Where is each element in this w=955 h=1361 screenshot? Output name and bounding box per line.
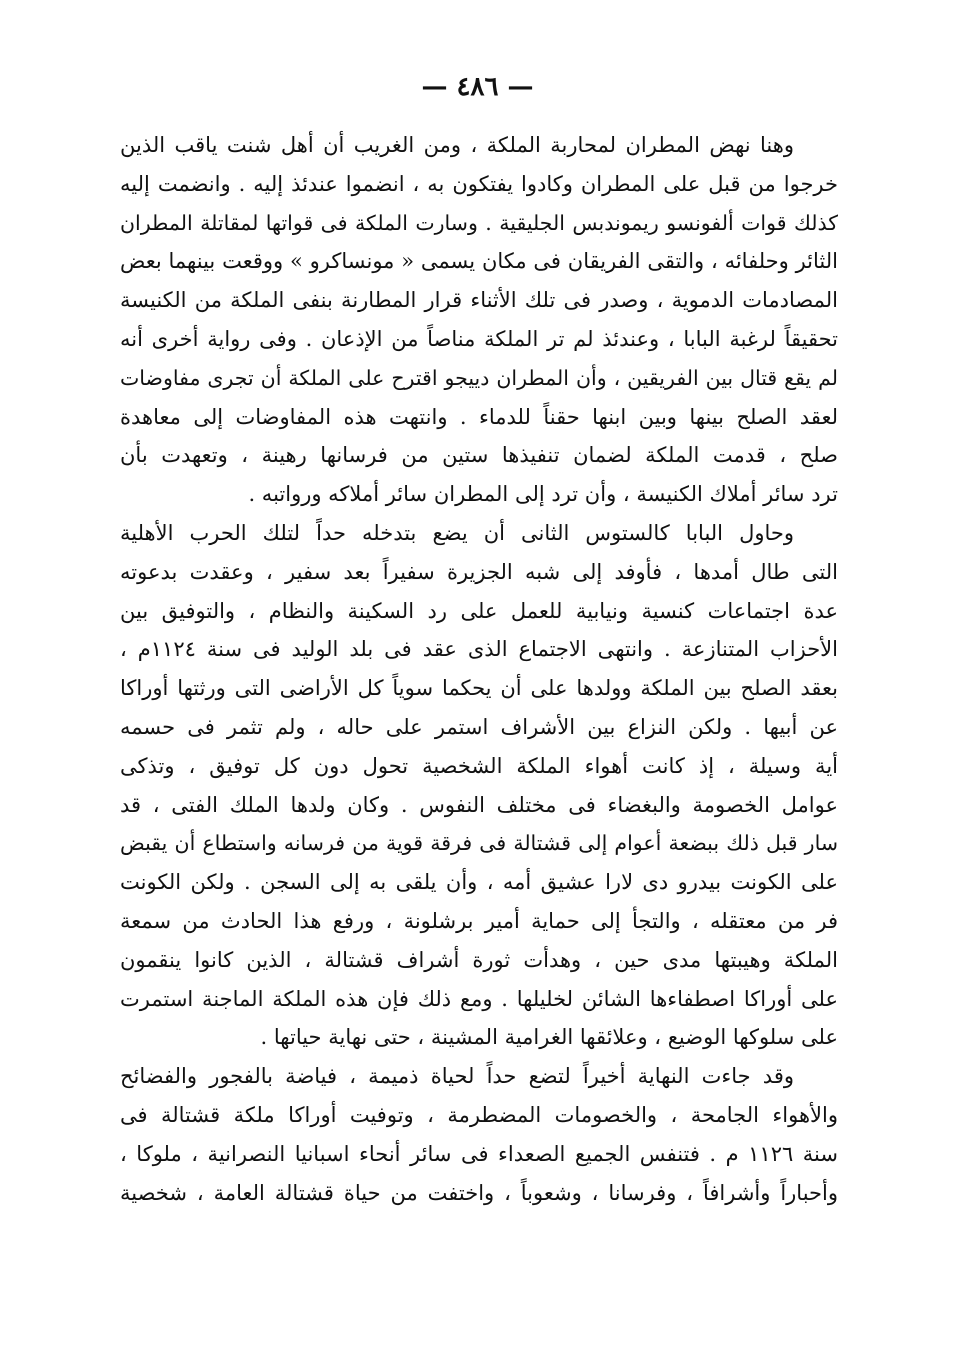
text-line: على سلوكها الوضيع ، وعلائقها الغرامية المشينة ، حتى نهاية حياتها . <box>260 1025 838 1050</box>
text-line: صلح ، قدمت الملكة لضمان تنفيذها ستين من فرسانها رهينة ، وتعهدت بأن <box>120 443 838 468</box>
text-line: المصادمات الدموية ، وصدر فى تلك الأثناء قرار المطارنة بنفى الملكة من الكنيسة <box>120 288 838 313</box>
text-line: لعقد الصلح بينها وبين ابنها حقناً للدماء . وانتهت هذه المفاوضات إلى معاهدة <box>120 404 838 429</box>
text-line: عن أبيها . ولكن النزاع بين الأشراف استمر على حاله ، ولم تثمر فى حسمه <box>120 714 838 739</box>
text-line: عدة اجتماعات كنسية ونيابية للعمل على رد السكينة والنظام ، والتوفيق بين <box>120 598 838 623</box>
text-line: وقد جاءت النهاية أخيراً لتضع حداً لحياة ذميمة ، فياضة بالفجور والفضائح <box>120 1064 794 1089</box>
paragraph-3 <box>120 1057 838 1212</box>
paragraph-2 <box>120 514 838 1057</box>
text-line: سار قبل ذلك ببضعة أعوام إلى قشتالة فى فرقة قوية من فرسانه واستطاع أن يقبض <box>120 831 838 856</box>
text-line: والأهواء الجامحة ، والخصومات المضطرمة ، وتوفيت أوراكا ملكة قشتالة فى <box>120 1102 838 1127</box>
text-line: أية وسيلة ، إذ كانت أهواء الملكة الشخصية تحول دون كل توفيق ، وتذكى <box>120 753 838 778</box>
text-line: خرجوا من قبل على المطران وكادوا يفتكون به ، انضموا عندئذ إليه . وانضمت إليه <box>120 171 838 196</box>
body-text <box>120 126 838 1212</box>
text-line: على الكونت بيدرو دى لارا عشيق أمه ، وأن يلقى به إلى السجن . ولكن الكونت <box>120 870 838 895</box>
text-line: فر من معتقله ، والتجأ إلى حماية أمير برشلونة ، ورفع هذا الحادث من سمعة <box>120 908 838 933</box>
text-line: الأحزاب المتنازعة . وانتهى الاجتماع الذى عقد فى بلد الوليد فى سنة ١١٢٤م ، <box>120 637 838 662</box>
text-line: وأحباراً وأشرافاً ، وفرسانا ، وشعوباً ، واختفت من حياة قشتالة العامة ، شخصية <box>120 1180 838 1205</box>
text-line: التى طال أمدها ، فأوفد إلى شبه الجزيرة سفيراً بعد سفير ، وعقدت بدعوته <box>120 559 838 584</box>
text-line: ترد سائر أملاك الكنيسة ، وأن ترد إلى المطران سائر أملاكه ورواتبه . <box>248 482 838 507</box>
paragraph-1 <box>120 126 838 514</box>
text-line: الثائر وحلفائه ، والتقى الفريقان فى مكان يسمى « مونساكرو » ووقعت بينهما بعض <box>120 249 838 274</box>
page-number: — ٤٨٦ — <box>421 72 534 102</box>
text-line: بعقد الصلح بين الملكة وولدها على أن يحكما سوياً كل الأراضى التى ورثتها أوراكا <box>120 676 838 701</box>
text-line: تحقيقاً لرغبة البابا ، وعندئذ لم تر الملكة مناصاً من الإذعان . وفى رواية أخرى أنه <box>120 326 838 351</box>
text-line: عوامل الخصومة والبغضاء فى مختلف النفوس . وكان ولدها الملك الفتى ، قد <box>120 792 838 817</box>
text-line: وهنا نهض المطران لمحاربة الملكة ، ومن الغريب أن أهل شنت ياقب الذين <box>120 133 794 157</box>
text-line: كذلك قوات ألفونسو ريموندبس الجليقية . وسارت الملكة فى قواتها لمقاتلة المطران <box>120 210 838 235</box>
text-line: سنة ١١٢٦ م . فتنفس الجميع الصعداء فى سائر أنحاء اسبانيا النصرانية ، ملوكا ، <box>120 1141 838 1166</box>
text-line: على أوراكا اصطفاءها الشائن لخليلها . ومع ذلك فإن هذه الملكة الماجنة استمرت <box>120 986 838 1011</box>
text-line: الملكة وهيبتها مدى حين ، وهدأت ثورة أشراف قشتالة ، الذين كانوا ينقمون <box>120 947 838 972</box>
text-line: وحاول البابا كالستوس الثانى أن يضع بتدخله حداً لتلك الحرب الأهلية <box>120 520 794 545</box>
text-line: لم يقع قتال بين الفريقين ، وأن المطران دييجو اقترح على الملكة أن تجرى مفاوضات <box>120 365 838 390</box>
